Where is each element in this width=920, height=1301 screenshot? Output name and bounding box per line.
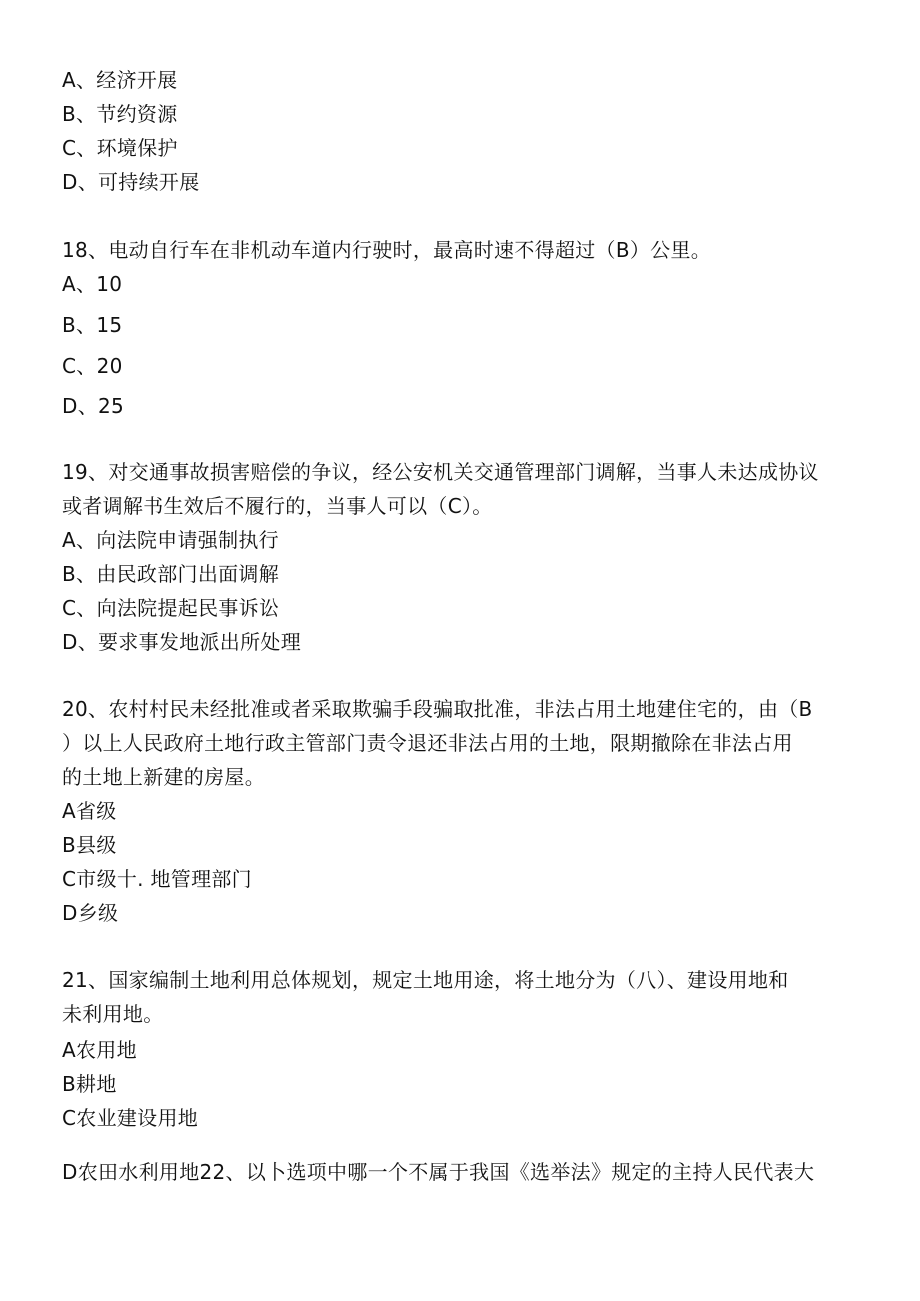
q19-question-line-1: 19、对交通事故损害赔偿的争议，经公安机关交通管理部门调解，当事人未达成协议	[62, 460, 819, 484]
q20-option-b: B县级	[62, 833, 117, 857]
q17-option-c: C、环境保护	[62, 136, 178, 160]
q21-option-b: B耕地	[62, 1072, 117, 1096]
q20-question-line-1: 20、农村村民未经批准或者采取欺骗手段骗取批准，非法占用土地建住宅的，由（B	[62, 697, 813, 721]
q18-option-c: C、20	[62, 354, 123, 378]
q19-option-d: D、要求事发地派出所处理	[62, 630, 302, 654]
q18-option-a: A、10	[62, 272, 123, 296]
q21-question-line-1: 21、国家编制土地利用总体规划，规定土地用途，将土地分为（八）、建设用地和	[62, 968, 789, 992]
q19-option-a: A、向法院申请强制执行	[62, 528, 279, 552]
q21-option-d-and-q22-start: D农田水利用地22、以卜选项中哪一个不属于我国《选举法》规定的主持人民代表大	[62, 1160, 815, 1184]
q21-question-line-2: 未利用地。	[62, 1002, 164, 1026]
q18-option-b: B、15	[62, 313, 123, 337]
q18-question: 18、电动自行车在非机动车道内行驶时，最高时速不得超过（B）公里。	[62, 238, 712, 262]
q20-question-line-3: 的土地上新建的房屋。	[62, 765, 265, 789]
q20-option-d: D乡级	[62, 901, 119, 925]
q20-question-line-2: ）以上人民政府土地行政主管部门责令退还非法占用的土地，限期撤除在非法占用	[62, 731, 793, 755]
q20-option-a: A省级	[62, 799, 117, 823]
q19-option-b: B、由民政部门出面调解	[62, 562, 280, 586]
q18-option-d: D、25	[62, 394, 125, 418]
q19-option-c: C、向法院提起民事诉讼	[62, 596, 280, 620]
q17-option-d: D、可持续开展	[62, 170, 200, 194]
q20-option-c: C市级十. 地管理部门	[62, 867, 252, 891]
q21-option-a: A农用地	[62, 1038, 137, 1062]
q17-option-b: B、节约资源	[62, 102, 178, 126]
q19-question-line-2: 或者调解书生效后不履行的，当事人可以（C）。	[62, 494, 493, 518]
q21-option-c: C农业建设用地	[62, 1106, 199, 1130]
q17-option-a: A、经济开展	[62, 68, 178, 92]
